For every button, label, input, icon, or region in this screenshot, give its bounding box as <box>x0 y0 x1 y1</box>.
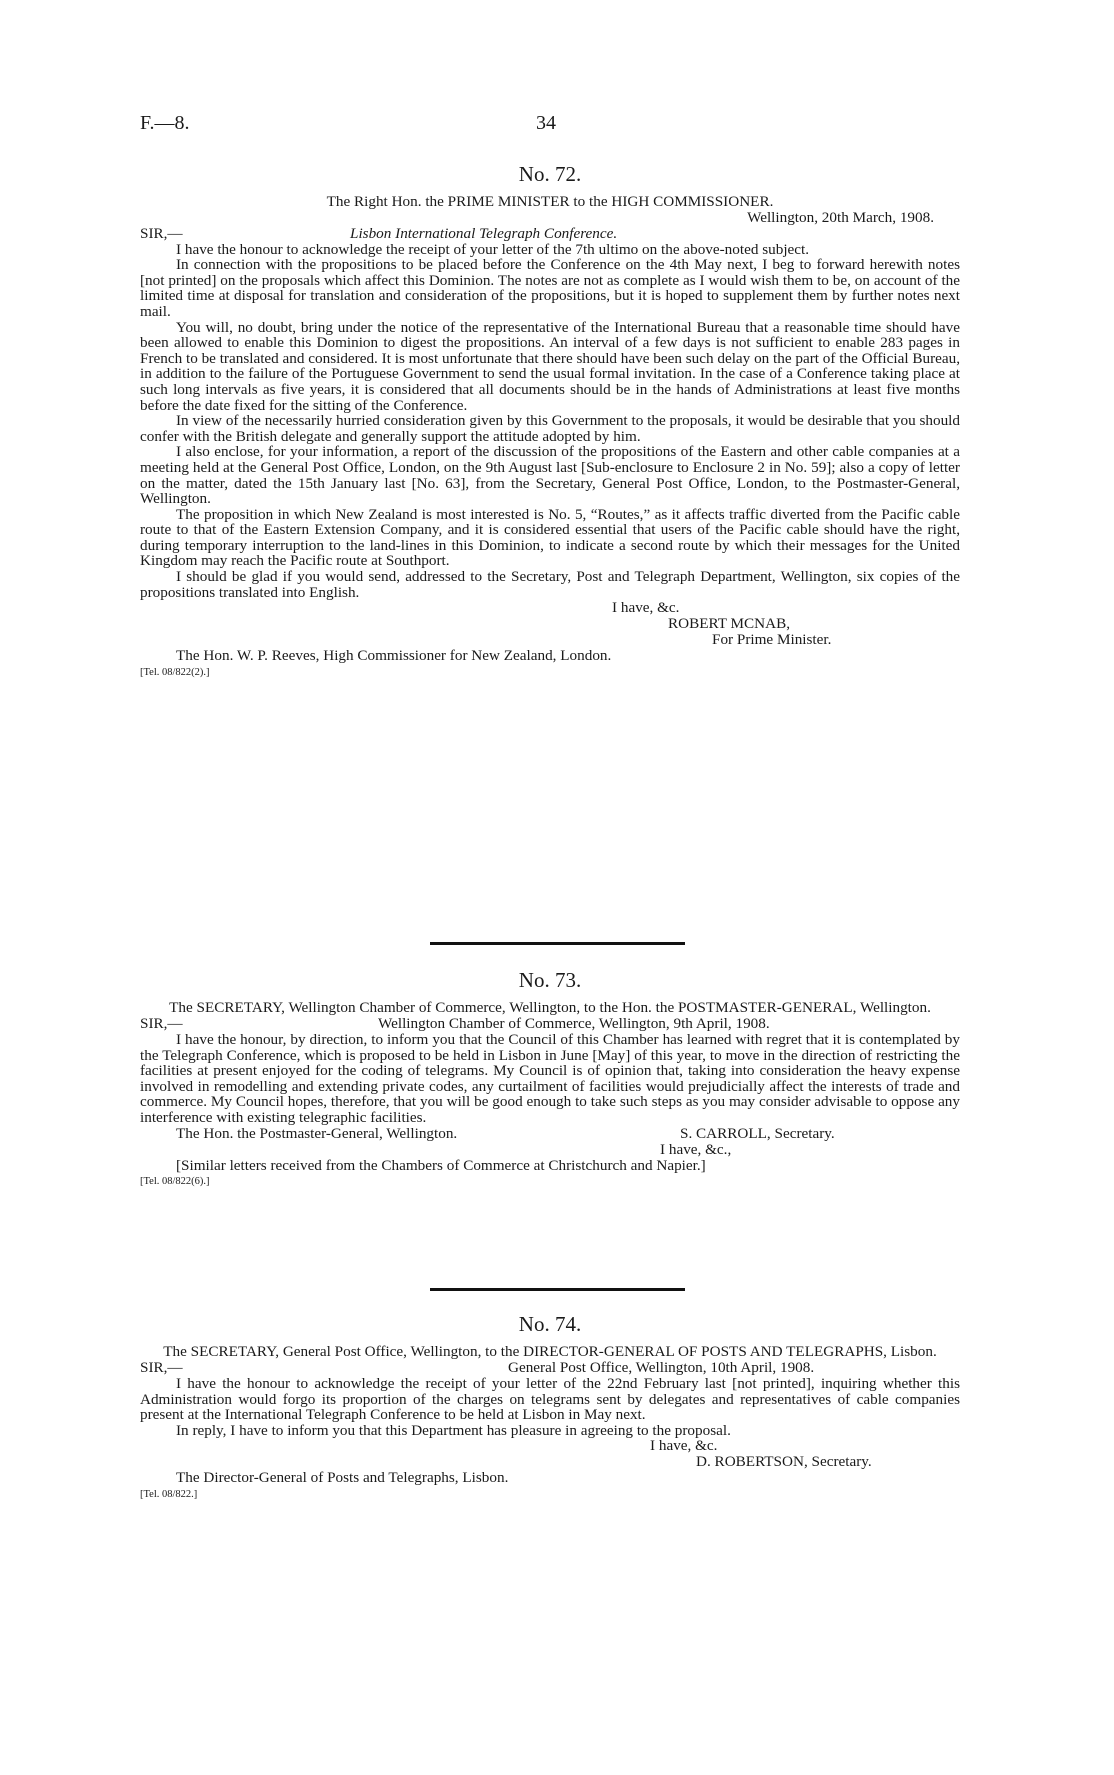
signatory-row <box>140 616 960 632</box>
paragraph: In view of the necessarily hurried consideration given by this Government to the proposals, it would be desirable that you should confer with the British delegate and generally support the attitude adopted by him. <box>140 412 960 445</box>
closing-row <box>140 1438 960 1454</box>
file-reference: [Tel. 08/822(6).] <box>140 1176 210 1188</box>
section-divider <box>430 1288 685 1291</box>
salutation-row <box>140 1360 960 1376</box>
salutation: SIR,— <box>140 224 183 242</box>
signatory: ROBERT MCNAB, <box>668 615 791 633</box>
closing: I have, &c. <box>650 1437 718 1455</box>
closing: I have, &c. <box>612 599 680 617</box>
page-number: 34 <box>536 112 556 134</box>
letter-heading: The SECRETARY, Wellington Chamber of Commerce, Wellington, to the Hon. the POSTMASTER-GENERAL, Wellington. <box>169 999 931 1016</box>
salutation: SIR,— <box>140 1359 183 1376</box>
letter-73 <box>140 968 960 1188</box>
letter-place-date: General Post Office, Wellington, 10th April, 1908. <box>508 1359 815 1376</box>
section-divider <box>430 942 685 945</box>
letter-number: No. 72. <box>518 162 582 186</box>
closing-row <box>140 1126 960 1142</box>
signatory: S. CARROLL, Secretary. <box>680 1124 835 1142</box>
closing: I have, &c., <box>660 1140 732 1158</box>
addressee: The Director-General of Posts and Telegraphs, Lisbon. <box>176 1469 509 1487</box>
file-reference: [Tel. 08/822(2).] <box>140 666 210 678</box>
paragraph: In connection with the propositions to be placed before the Conference on the 4th May next, I beg to forward herewith notes [not printed] on the proposals which affect this Dominion. The notes are not as complete as I would wish them to be, on account of the limited time at disposal for translation and consideration of the propositions, but it is hoped to supplement them by further notes next mail. <box>140 256 960 320</box>
addressee: The Hon. W. P. Reeves, High Commissioner for New Zealand, London. <box>176 647 612 665</box>
series-reference: F.—8. <box>140 112 190 134</box>
salutation: SIR,— <box>140 1015 183 1032</box>
letter-number: No. 73. <box>518 968 582 992</box>
editorial-note: [Similar letters received from the Chambers of Commerce at Christchurch and Napier.] <box>176 1156 706 1174</box>
addressee: The Hon. the Postmaster-General, Wellington. <box>176 1124 458 1142</box>
letter-74 <box>140 1312 960 1501</box>
letter-subject: Lisbon International Telegraph Conference. <box>350 224 618 242</box>
letter-place-date: Wellington, 20th March, 1908. <box>747 209 934 226</box>
letter-heading: The SECRETARY, General Post Office, Wellington, to the DIRECTOR-GENERAL OF POSTS AND TELEGRAPHS, Lisbon. <box>163 1343 937 1360</box>
paragraph: I should be glad if you would send, addressed to the Secretary, Post and Telegraph Department, Wellington, six copies of the propositions translated into English. <box>140 568 960 601</box>
signatory-title-row <box>140 632 960 648</box>
letter-place-date: Wellington Chamber of Commerce, Wellington, 9th April, 1908. <box>378 1015 770 1032</box>
signatory: D. ROBERTSON, Secretary. <box>696 1453 872 1471</box>
paragraph: I have the honour, by direction, to inform you that the Council of this Chamber has learned with regret that it is contemplated by the Telegraph Conference, which is proposed to be held in Lisbon in June [May] of this year, to move in the direction of restricting the facilities at present enjoyed for the coding of telegrams. My Council is of opinion that, taking into consideration the heavy expense involved in remodelling and extending private codes, any curtailment of facilities would prejudicially affect the interests of trade and commerce. My Council hopes, therefore, that you will be good enough to take such steps as you may consider advisable to oppose any interference with existing telegraphic facilities. <box>140 1031 960 1126</box>
paragraph: I also enclose, for your information, a report of the discussion of the propositions of the Eastern and other cable companies at a meeting held at the General Post Office, London, on the 9th August last [Sub-enclosure to Enclosure 2 in No. 59]; also a copy of letter on the matter, dated the 15th January last [No. 63], from the Secretary, General Post Office, London, to the Postmaster-General, Wellington. <box>140 443 960 508</box>
paragraph: The proposition in which New Zealand is most interested is No. 5, “Routes,” as it affects traffic diverted from the Pacific cable route to that of the Eastern Extension Company, and it is considered essential that users of the Pacific cable should have the right, during temporary interruption to the land-lines in this Dominion, to indicate a second route by which their messages for the United Kingdom may reach the Pacific route at Southport. <box>140 505 960 570</box>
paragraph: In reply, I have to inform you that this Department has pleasure in agreeing to the proposal. <box>176 1421 731 1439</box>
signatory-title: For Prime Minister. <box>712 631 832 649</box>
file-reference: [Tel. 08/822.] <box>140 1488 198 1500</box>
signatory-row <box>140 1454 960 1470</box>
salutation-row <box>140 1016 960 1032</box>
paragraph: You will, no doubt, bring under the notice of the representative of the International Bureau that a reasonable time should have been allowed to enable this Dominion to digest the propositions. An interval of a few days is not sufficient to enable 283 pages in French to be translated and considered. It is most unfortunate that there should have been such delay on the part of the Official Bureau, in addition to the failure of the Portuguese Government to send the usual formal invitation. In the case of a Conference taking place at such long intervals as five years, it is considered that all documents should be in the hands of Administrations at least five months before the date fixed for the sitting of the Conference. <box>140 318 961 414</box>
salutation-row <box>140 226 960 242</box>
closing-row <box>140 600 960 616</box>
paragraph: I have the honour to acknowledge the receipt of your letter of the 7th ultimo on the above-noted subject. <box>176 240 810 258</box>
paragraph: I have the honour to acknowledge the receipt of your letter of the 22nd February last [not printed], inquiring whether this Administration would forgo its proportion of the charges on telegrams sent by delegates and representatives of cable companies present at the International Telegraph Conference to be held at Lisbon in May next. <box>140 1375 960 1424</box>
closing-row <box>140 1142 960 1158</box>
letter-72 <box>140 162 960 679</box>
letter-heading: The Right Hon. the PRIME MINISTER to the HIGH COMMISSIONER. <box>326 193 774 210</box>
letter-number: No. 74. <box>518 1312 582 1336</box>
